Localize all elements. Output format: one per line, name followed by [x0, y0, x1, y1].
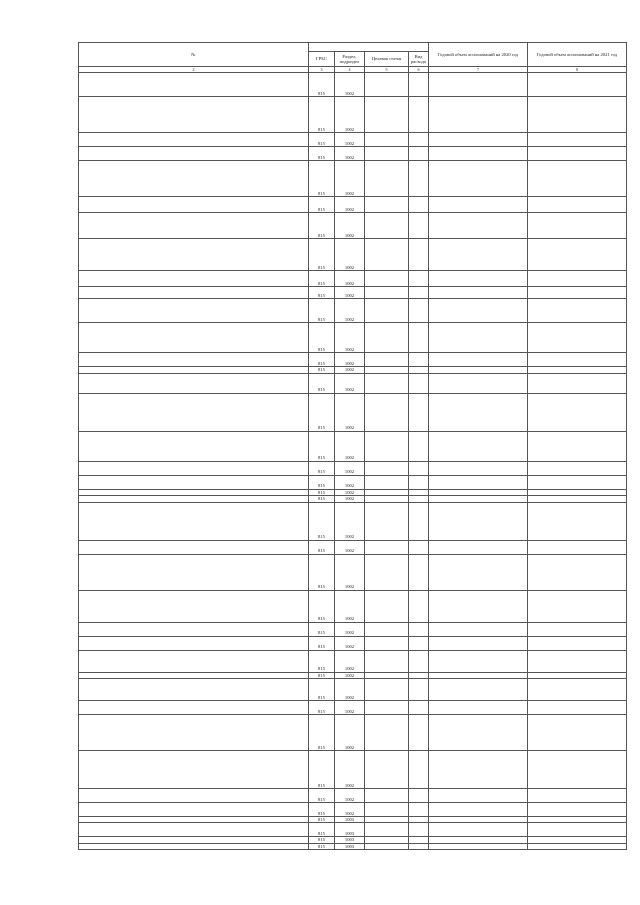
row-razdel: 1002: [335, 271, 365, 287]
row-target-article: [365, 271, 409, 287]
row-name: [79, 271, 309, 287]
row-expense-type: [409, 299, 429, 323]
row-name: [79, 287, 309, 299]
table-row: [79, 715, 627, 751]
row-expense-type: [409, 73, 429, 97]
table-row: [79, 751, 627, 789]
header-vr: Вид расхода: [409, 52, 429, 67]
header-no: №: [79, 43, 309, 67]
row-target-article: [365, 373, 409, 393]
table-row: [79, 789, 627, 803]
table-row: [79, 701, 627, 715]
row-name: [79, 323, 309, 353]
table-row: [79, 679, 627, 701]
row-amount-2021: [528, 789, 627, 803]
row-expense-type: [409, 239, 429, 271]
row-razdel: 1002: [335, 751, 365, 789]
row-expense-type: [409, 161, 429, 197]
row-expense-type: [409, 590, 429, 622]
row-amount-2020: [429, 590, 528, 622]
row-amount-2021: [528, 540, 627, 554]
table-body: [79, 73, 627, 850]
row-glav: 815: [309, 161, 335, 197]
row-amount-2021: [528, 73, 627, 97]
row-amount-2020: [429, 475, 528, 489]
table-row: [79, 133, 627, 147]
row-name: [79, 701, 309, 715]
table-row: [79, 554, 627, 590]
row-amount-2021: [528, 751, 627, 789]
row-target-article: [365, 701, 409, 715]
row-expense-type: [409, 97, 429, 133]
row-amount-2020: [429, 461, 528, 475]
row-glav: 815: [309, 271, 335, 287]
row-glav: 815: [309, 679, 335, 701]
row-amount-2021: [528, 133, 627, 147]
row-name: [79, 679, 309, 701]
row-name: [79, 803, 309, 817]
index-cell: 4: [335, 67, 365, 73]
row-amount-2021: [528, 299, 627, 323]
row-target-article: [365, 622, 409, 636]
row-name: [79, 650, 309, 672]
row-glav: 815: [309, 622, 335, 636]
row-amount-2021: [528, 701, 627, 715]
row-target-article: [365, 239, 409, 271]
row-razdel: 1002: [335, 213, 365, 239]
table-row: [79, 461, 627, 475]
row-expense-type: [409, 843, 429, 849]
table-row: [79, 803, 627, 817]
row-razdel: 1002: [335, 461, 365, 475]
row-name: [79, 353, 309, 367]
row-expense-type: [409, 636, 429, 650]
row-name: [79, 636, 309, 650]
row-amount-2020: [429, 751, 528, 789]
row-razdel: 1002: [335, 133, 365, 147]
row-amount-2021: [528, 590, 627, 622]
row-razdel: 1002: [335, 475, 365, 489]
row-name: [79, 239, 309, 271]
row-target-article: [365, 461, 409, 475]
row-glav: 815: [309, 431, 335, 461]
row-name: [79, 73, 309, 97]
index-cell: 3: [309, 67, 335, 73]
row-razdel: 1002: [335, 197, 365, 213]
row-glav: 815: [309, 701, 335, 715]
row-expense-type: [409, 373, 429, 393]
row-glav: 815: [309, 672, 335, 678]
row-expense-type: [409, 461, 429, 475]
row-amount-2020: [429, 701, 528, 715]
row-razdel: 1002: [335, 672, 365, 678]
row-amount-2021: [528, 161, 627, 197]
row-amount-2021: [528, 287, 627, 299]
row-razdel: 1002: [335, 373, 365, 393]
row-expense-type: [409, 803, 429, 817]
row-name: [79, 373, 309, 393]
row-razdel: 1003: [335, 837, 365, 843]
row-glav: 815: [309, 502, 335, 540]
row-glav: 815: [309, 461, 335, 475]
row-target-article: [365, 299, 409, 323]
row-razdel: 1003: [335, 817, 365, 823]
row-amount-2021: [528, 843, 627, 849]
row-expense-type: [409, 554, 429, 590]
page-margin: [6, 0, 66, 905]
row-target-article: [365, 715, 409, 751]
row-amount-2021: [528, 803, 627, 817]
index-cell: 2: [79, 67, 309, 73]
row-amount-2021: [528, 502, 627, 540]
row-target-article: [365, 650, 409, 672]
row-amount-2020: [429, 715, 528, 751]
row-target-article: [365, 475, 409, 489]
row-expense-type: [409, 271, 429, 287]
row-name: [79, 590, 309, 622]
row-expense-type: [409, 147, 429, 161]
row-expense-type: [409, 823, 429, 837]
row-name: [79, 751, 309, 789]
row-target-article: [365, 323, 409, 353]
row-target-article: [365, 502, 409, 540]
row-target-article: [365, 554, 409, 590]
row-razdel: 1002: [335, 789, 365, 803]
row-name: [79, 197, 309, 213]
row-name: [79, 147, 309, 161]
row-name: [79, 502, 309, 540]
row-expense-type: [409, 197, 429, 213]
row-name: [79, 393, 309, 431]
table-row: [79, 197, 627, 213]
row-target-article: [365, 197, 409, 213]
row-amount-2020: [429, 133, 528, 147]
row-amount-2021: [528, 239, 627, 271]
row-amount-2021: [528, 554, 627, 590]
table-row: [79, 239, 627, 271]
row-amount-2020: [429, 803, 528, 817]
row-name: [79, 213, 309, 239]
row-amount-2021: [528, 650, 627, 672]
row-expense-type: [409, 701, 429, 715]
row-target-article: [365, 213, 409, 239]
row-name: [79, 789, 309, 803]
table-row: [79, 299, 627, 323]
table-row: [79, 393, 627, 431]
row-target-article: [365, 133, 409, 147]
table-row: [79, 431, 627, 461]
row-target-article: [365, 636, 409, 650]
row-glav: 815: [309, 489, 335, 495]
row-amount-2020: [429, 197, 528, 213]
row-razdel: 1002: [335, 323, 365, 353]
row-amount-2021: [528, 475, 627, 489]
header-glav: ГРБС: [309, 52, 335, 67]
row-glav: 815: [309, 636, 335, 650]
table-header-row: [79, 43, 627, 52]
row-amount-2020: [429, 299, 528, 323]
row-amount-2020: [429, 393, 528, 431]
row-razdel: 1002: [335, 73, 365, 97]
header-year1: Годовой объем ассигнований на 2020 год: [429, 43, 528, 67]
row-expense-type: [409, 540, 429, 554]
row-target-article: [365, 73, 409, 97]
row-amount-2021: [528, 353, 627, 367]
row-target-article: [365, 843, 409, 849]
row-amount-2020: [429, 502, 528, 540]
row-amount-2020: [429, 97, 528, 133]
row-amount-2021: [528, 197, 627, 213]
row-amount-2020: [429, 540, 528, 554]
row-expense-type: [409, 502, 429, 540]
table-row: [79, 502, 627, 540]
row-name: [79, 133, 309, 147]
row-expense-type: [409, 650, 429, 672]
row-glav: 815: [309, 843, 335, 849]
header-year2: Годовой объем ассигнований на 2021 год: [528, 43, 627, 67]
row-target-article: [365, 161, 409, 197]
row-glav: 815: [309, 650, 335, 672]
table-row: [79, 636, 627, 650]
row-razdel: 1002: [335, 701, 365, 715]
row-target-article: [365, 789, 409, 803]
row-target-article: [365, 679, 409, 701]
row-name: [79, 622, 309, 636]
row-amount-2020: [429, 353, 528, 367]
row-razdel: 1002: [335, 287, 365, 299]
row-expense-type: [409, 751, 429, 789]
row-razdel: 1002: [335, 353, 365, 367]
row-amount-2021: [528, 461, 627, 475]
row-glav: 815: [309, 197, 335, 213]
row-amount-2020: [429, 789, 528, 803]
row-name: [79, 461, 309, 475]
row-razdel: 1002: [335, 147, 365, 161]
table-row: [79, 373, 627, 393]
row-amount-2021: [528, 97, 627, 133]
table-row: [79, 147, 627, 161]
table-row: [79, 353, 627, 367]
row-glav: 815: [309, 213, 335, 239]
row-amount-2020: [429, 823, 528, 837]
row-expense-type: [409, 679, 429, 701]
row-razdel: 1003: [335, 823, 365, 837]
row-razdel: 1002: [335, 540, 365, 554]
table-row: [79, 97, 627, 133]
header-cs: Целевая статья: [365, 52, 409, 67]
row-amount-2021: [528, 393, 627, 431]
row-glav: 815: [309, 554, 335, 590]
row-glav: 815: [309, 823, 335, 837]
row-amount-2020: [429, 679, 528, 701]
row-name: [79, 715, 309, 751]
row-amount-2020: [429, 843, 528, 849]
row-expense-type: [409, 323, 429, 353]
row-amount-2021: [528, 213, 627, 239]
row-name: [79, 823, 309, 837]
row-razdel: 1002: [335, 489, 365, 495]
row-name: [79, 161, 309, 197]
row-razdel: 1002: [335, 650, 365, 672]
row-razdel: 1002: [335, 97, 365, 133]
row-amount-2021: [528, 622, 627, 636]
row-target-article: [365, 393, 409, 431]
row-target-article: [365, 287, 409, 299]
row-razdel: 1002: [335, 679, 365, 701]
row-amount-2020: [429, 271, 528, 287]
row-target-article: [365, 147, 409, 161]
row-glav: 815: [309, 540, 335, 554]
row-glav: 815: [309, 73, 335, 97]
row-razdel: 1002: [335, 554, 365, 590]
row-amount-2020: [429, 161, 528, 197]
budget-table: [78, 42, 627, 850]
row-amount-2020: [429, 431, 528, 461]
row-amount-2020: [429, 636, 528, 650]
row-expense-type: [409, 353, 429, 367]
table-row: [79, 213, 627, 239]
table-row: [79, 287, 627, 299]
row-target-article: [365, 590, 409, 622]
row-amount-2021: [528, 636, 627, 650]
row-glav: 815: [309, 496, 335, 502]
row-amount-2021: [528, 271, 627, 287]
row-razdel: 1002: [335, 636, 365, 650]
row-glav: 815: [309, 147, 335, 161]
row-razdel: 1002: [335, 393, 365, 431]
row-razdel: 1002: [335, 367, 365, 373]
table-row: [79, 271, 627, 287]
row-amount-2020: [429, 239, 528, 271]
row-amount-2020: [429, 622, 528, 636]
table-row: [79, 323, 627, 353]
row-glav: 815: [309, 239, 335, 271]
table-row: [79, 823, 627, 837]
row-amount-2021: [528, 715, 627, 751]
row-razdel: 1002: [335, 590, 365, 622]
row-glav: 815: [309, 837, 335, 843]
row-amount-2021: [528, 823, 627, 837]
row-glav: 815: [309, 590, 335, 622]
index-cell: 6: [409, 67, 429, 73]
table-row: [79, 73, 627, 97]
row-razdel: 1002: [335, 622, 365, 636]
row-expense-type: [409, 789, 429, 803]
row-razdel: 1002: [335, 496, 365, 502]
row-name: [79, 97, 309, 133]
index-cell: 7: [429, 67, 528, 73]
header-rz: Раздел, подраздел: [335, 52, 365, 67]
index-cell: 5: [365, 67, 409, 73]
row-razdel: 1002: [335, 239, 365, 271]
row-amount-2021: [528, 431, 627, 461]
table-row: [79, 475, 627, 489]
row-target-article: [365, 803, 409, 817]
row-glav: 815: [309, 299, 335, 323]
row-glav: 815: [309, 367, 335, 373]
row-amount-2021: [528, 679, 627, 701]
row-name: [79, 431, 309, 461]
row-expense-type: [409, 287, 429, 299]
row-glav: 815: [309, 323, 335, 353]
row-expense-type: [409, 133, 429, 147]
table-row: [79, 622, 627, 636]
row-amount-2020: [429, 213, 528, 239]
row-name: [79, 540, 309, 554]
row-target-article: [365, 431, 409, 461]
row-glav: 815: [309, 751, 335, 789]
row-glav: 815: [309, 287, 335, 299]
row-amount-2020: [429, 373, 528, 393]
table-row: [79, 161, 627, 197]
row-glav: 815: [309, 353, 335, 367]
row-razdel: 1002: [335, 502, 365, 540]
row-amount-2020: [429, 147, 528, 161]
row-amount-2021: [528, 147, 627, 161]
row-name: [79, 554, 309, 590]
row-amount-2020: [429, 650, 528, 672]
table-row: [79, 590, 627, 622]
row-name: [79, 299, 309, 323]
row-glav: 815: [309, 475, 335, 489]
row-amount-2020: [429, 287, 528, 299]
row-razdel: 1002: [335, 299, 365, 323]
row-glav: 815: [309, 817, 335, 823]
row-amount-2020: [429, 73, 528, 97]
row-razdel: 1002: [335, 803, 365, 817]
row-expense-type: [409, 213, 429, 239]
row-razdel: 1002: [335, 431, 365, 461]
index-cell: 8: [528, 67, 627, 73]
row-target-article: [365, 751, 409, 789]
row-target-article: [365, 540, 409, 554]
row-razdel: 1003: [335, 843, 365, 849]
row-expense-type: [409, 431, 429, 461]
table-row: [79, 843, 627, 849]
row-razdel: 1002: [335, 161, 365, 197]
row-expense-type: [409, 393, 429, 431]
header-group: [309, 43, 429, 52]
row-name: [79, 475, 309, 489]
row-expense-type: [409, 475, 429, 489]
row-razdel: 1002: [335, 715, 365, 751]
row-target-article: [365, 97, 409, 133]
row-amount-2021: [528, 323, 627, 353]
row-glav: 815: [309, 803, 335, 817]
row-glav: 815: [309, 715, 335, 751]
row-glav: 815: [309, 133, 335, 147]
row-glav: 815: [309, 789, 335, 803]
row-amount-2020: [429, 323, 528, 353]
row-expense-type: [409, 622, 429, 636]
row-amount-2021: [528, 373, 627, 393]
row-expense-type: [409, 715, 429, 751]
row-name: [79, 843, 309, 849]
row-glav: 815: [309, 393, 335, 431]
row-target-article: [365, 823, 409, 837]
table-row: [79, 540, 627, 554]
table-row: [79, 650, 627, 672]
row-amount-2020: [429, 554, 528, 590]
row-glav: 815: [309, 97, 335, 133]
row-glav: 815: [309, 373, 335, 393]
row-target-article: [365, 353, 409, 367]
